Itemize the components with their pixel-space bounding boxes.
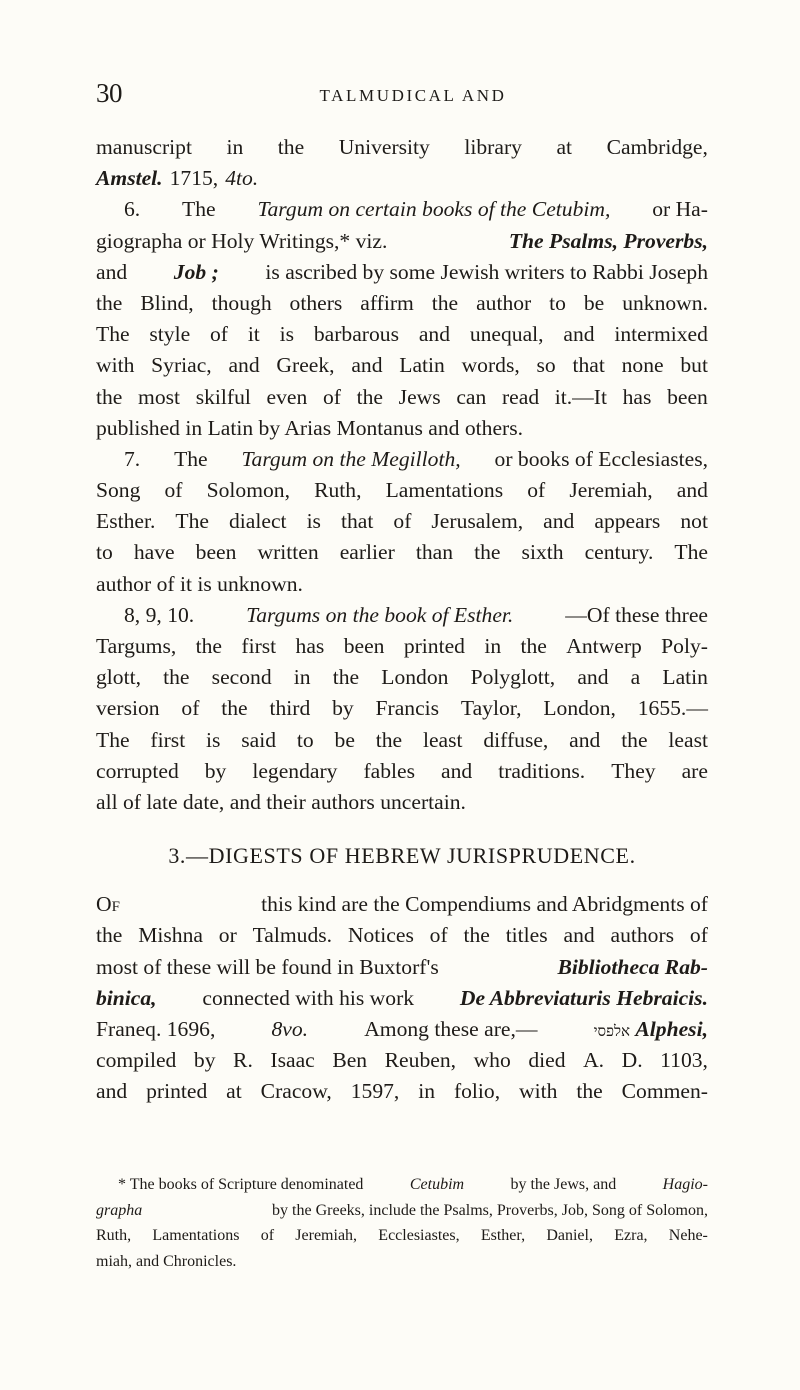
word: or	[218, 923, 237, 948]
word: of	[164, 478, 183, 503]
word: words,	[461, 353, 520, 378]
paragraph-digests	[96, 889, 708, 1107]
word: Greek,	[276, 353, 335, 378]
word: Solomon,	[206, 478, 290, 503]
text-span: Among these are,—	[364, 1016, 538, 1041]
word: and	[577, 665, 609, 690]
page-header	[96, 78, 704, 108]
word: the	[431, 290, 459, 315]
word: earlier	[339, 540, 395, 565]
word: a	[630, 665, 641, 690]
word: least	[422, 727, 463, 752]
word: is	[279, 322, 295, 347]
text-line	[96, 1076, 708, 1107]
italic-term: Cetubim	[409, 1176, 465, 1193]
word: traditions.	[498, 758, 586, 783]
text-line	[96, 787, 708, 818]
word: by	[204, 758, 227, 783]
word: affirm	[360, 290, 414, 315]
footnote-line	[96, 1249, 708, 1275]
text-line	[96, 693, 708, 724]
text-line	[96, 382, 708, 413]
footnote	[96, 1172, 708, 1274]
word: that	[340, 509, 374, 534]
text-span: this kind are the Compendiums and Abridgments of	[261, 892, 708, 917]
word: The	[674, 540, 708, 565]
work-title: binica,	[96, 985, 157, 1010]
word: printed	[403, 634, 465, 658]
text-span: connected with his work	[202, 985, 415, 1010]
word: and	[351, 353, 383, 378]
text-line	[96, 444, 708, 475]
text-span: by the Jews, and	[510, 1176, 617, 1193]
word: Jeremiah,	[569, 478, 653, 503]
item-number: 7.	[124, 446, 141, 471]
text-span: Franeq. 1696,	[96, 1016, 216, 1041]
text-span: all of late date, and their authors uncertain.	[96, 789, 466, 814]
word: Esther.	[96, 509, 156, 534]
word: of	[181, 696, 200, 721]
word: in	[418, 1079, 436, 1104]
word: Latin	[662, 665, 708, 690]
word: are	[681, 758, 708, 783]
word: Reuben,	[384, 1048, 457, 1073]
text-span: giographa or Holy Writings,* viz.	[96, 228, 388, 253]
word: style	[149, 322, 191, 347]
work-title: Alphesi,	[635, 1016, 708, 1041]
word: D.	[621, 1048, 643, 1073]
word: Notices	[347, 923, 414, 948]
word: and	[228, 353, 260, 378]
word: not	[680, 509, 708, 534]
word: 1597,	[350, 1079, 400, 1104]
word: appears	[594, 509, 661, 534]
word: none	[621, 353, 664, 378]
word: Jews	[398, 384, 441, 409]
word: 1103,	[660, 1048, 708, 1073]
word: to	[549, 290, 566, 315]
format: 8vo.	[271, 1016, 309, 1041]
word: by	[193, 1048, 216, 1073]
paragraph-targums-esther	[96, 600, 708, 818]
word: is	[206, 727, 221, 752]
word: Lamentations	[152, 1227, 240, 1244]
text-span: * The books of Scripture denominated	[118, 1176, 364, 1193]
word: can	[456, 384, 487, 409]
text-line	[96, 600, 708, 631]
text-line	[96, 952, 708, 983]
word: A.	[583, 1048, 605, 1073]
word: They	[611, 758, 656, 783]
word: died	[528, 1048, 566, 1073]
word: intermixed	[614, 322, 708, 347]
word: has	[295, 634, 325, 658]
word: Nehe-	[668, 1227, 708, 1244]
word: London	[381, 665, 449, 690]
word: Ecclesiastes,	[378, 1227, 460, 1244]
text-span: by the Greeks, include the Psalms, Proverbs, Job, Song of Solomon,	[272, 1201, 708, 1219]
word: The	[182, 197, 216, 222]
word: said	[241, 727, 277, 752]
word: is	[306, 509, 321, 534]
word: or Ha-	[652, 197, 708, 222]
text-span: miah, and Chronicles.	[96, 1252, 237, 1270]
word: Cambridge,	[606, 135, 708, 159]
word: at	[226, 1079, 242, 1104]
item-number: 6.	[124, 197, 141, 222]
word: second	[211, 665, 272, 690]
word: in	[226, 135, 244, 159]
word: read	[501, 384, 540, 409]
footnote-line	[96, 1198, 708, 1224]
paragraph-continuation	[96, 132, 708, 194]
word: been	[343, 634, 385, 658]
word: The	[175, 509, 209, 534]
word: the	[621, 727, 648, 752]
word: the	[221, 696, 248, 721]
italic-term: Hagio-	[662, 1176, 708, 1193]
word: Francis	[375, 696, 440, 721]
word: Cracow,	[260, 1079, 332, 1104]
work-title: De Abbreviaturis Hebraicis.	[459, 985, 708, 1010]
text-line	[96, 537, 708, 568]
word: of	[527, 478, 546, 503]
word: manuscript	[96, 135, 192, 159]
word: and	[96, 1079, 128, 1104]
word: be	[334, 727, 355, 752]
word: written	[257, 540, 319, 565]
word: corrupted	[96, 758, 179, 783]
text-line	[96, 475, 708, 506]
word: R.	[233, 1048, 253, 1073]
word: and	[96, 259, 128, 284]
work-title: Targums on the book of Esther.	[246, 602, 514, 627]
word: and	[543, 509, 575, 534]
word: Jeremiah,	[295, 1227, 358, 1244]
word: Jerusalem,	[431, 509, 524, 534]
text-line	[96, 889, 708, 920]
word: than	[415, 540, 454, 565]
word: the	[463, 923, 490, 948]
text-span: author of it is unknown.	[96, 571, 303, 596]
word: version	[96, 696, 160, 721]
word: have	[133, 540, 175, 565]
place-name: Amstel.	[96, 166, 163, 191]
word: it.—It	[554, 384, 607, 409]
word: the	[332, 665, 360, 690]
text-line	[96, 163, 708, 194]
paragraph-targum-megilloth	[96, 444, 708, 600]
word: the	[96, 290, 123, 315]
word: the	[356, 384, 384, 409]
word: Poly-	[661, 634, 708, 658]
word: with	[519, 1079, 558, 1104]
footnote-line	[96, 1223, 708, 1249]
word: first	[241, 634, 277, 658]
word: dialect	[228, 509, 287, 534]
word: Ruth,	[314, 478, 362, 503]
word: author	[476, 290, 532, 315]
word: Esther,	[480, 1227, 526, 1244]
word: Daniel,	[546, 1227, 593, 1244]
word: even	[266, 384, 308, 409]
word: folio,	[453, 1079, 501, 1104]
word: that	[572, 353, 605, 378]
word: the	[576, 1079, 603, 1104]
word: printed	[146, 1079, 208, 1104]
word: and	[569, 727, 601, 752]
word: Mishna	[138, 923, 203, 948]
word: of	[260, 1227, 275, 1244]
text-span: most of these will be found in Buxtorf's	[96, 954, 439, 979]
text-line	[96, 983, 708, 1014]
text-line	[96, 132, 708, 163]
word: most	[138, 384, 181, 409]
word: Syriac,	[151, 353, 212, 378]
word: least	[668, 727, 708, 752]
word: compiled	[96, 1048, 177, 1073]
word: of	[429, 923, 448, 948]
text-line	[96, 257, 708, 288]
word: diffuse,	[483, 727, 549, 752]
word: University	[338, 135, 430, 159]
word: and	[563, 923, 595, 948]
word: Commen-	[621, 1079, 708, 1104]
word: the	[474, 540, 501, 565]
word: at	[556, 135, 573, 159]
word: Blind,	[140, 290, 194, 315]
word: been	[195, 540, 237, 565]
word: Ruth,	[96, 1227, 132, 1244]
word: The	[174, 446, 208, 471]
section-heading: 3.—DIGESTS OF HEBREW JURISPRUDENCE.	[168, 843, 636, 869]
word: to	[96, 540, 113, 565]
book-names: The Psalms, Proverbs,	[508, 228, 708, 253]
drop-word: Of	[96, 892, 120, 917]
word: so	[536, 353, 556, 378]
word: The	[96, 727, 130, 752]
word: London,	[543, 696, 616, 721]
word: Taylor,	[460, 696, 522, 721]
word: by	[332, 696, 354, 721]
word: been	[667, 384, 708, 409]
text-line	[96, 1045, 708, 1076]
word: of	[210, 322, 228, 347]
text-line	[96, 631, 708, 662]
word: with	[96, 353, 135, 378]
body-text	[96, 132, 708, 1107]
work-title: Bibliotheca Rab-	[557, 954, 708, 979]
word: of	[689, 923, 708, 948]
word: Latin	[399, 353, 445, 378]
paragraph-targum-cetubim	[96, 194, 708, 444]
word: the	[520, 634, 547, 658]
word: Targums,	[96, 634, 177, 658]
word: though	[211, 290, 272, 315]
word: Talmuds.	[252, 923, 333, 948]
text-line	[96, 756, 708, 787]
word: of	[322, 384, 341, 409]
word: Ben	[332, 1048, 368, 1073]
text-line	[96, 725, 708, 756]
word: in	[484, 634, 502, 658]
word: Antwerp	[566, 634, 642, 658]
year: 1715,	[169, 166, 219, 191]
word: library	[464, 135, 522, 159]
text-line	[96, 506, 708, 537]
word: has	[622, 384, 652, 409]
word: Lamentations	[385, 478, 504, 503]
word: in	[293, 665, 311, 690]
text-line	[96, 319, 708, 350]
hebrew-word: אלפסי	[593, 1023, 630, 1040]
word: skilful	[195, 384, 251, 409]
italic-term: grapha	[96, 1201, 143, 1219]
text-line	[96, 1014, 708, 1045]
text-line	[96, 920, 708, 951]
word: it	[247, 322, 260, 347]
running-head: TALMUDICAL AND	[319, 86, 507, 105]
word: the	[163, 665, 190, 690]
word: legendary	[252, 758, 338, 783]
word: Ezra,	[614, 1227, 648, 1244]
word: Song	[96, 478, 141, 503]
book-name: Job ;	[173, 259, 219, 284]
word: Polyglott,	[470, 665, 556, 690]
word: third	[269, 696, 311, 721]
text-line	[96, 569, 708, 600]
word: the	[375, 727, 403, 752]
word: and	[441, 758, 473, 783]
word: The	[96, 322, 130, 347]
word: unknown.	[622, 290, 708, 315]
word: first	[150, 727, 186, 752]
page-number: 30	[96, 78, 122, 108]
word: glott,	[96, 665, 141, 690]
item-number: 8, 9, 10.	[124, 602, 195, 627]
word: Isaac	[270, 1048, 315, 1073]
format: 4to.	[225, 166, 259, 191]
word: and	[676, 478, 708, 503]
word: the	[96, 384, 123, 409]
work-title: Targum on certain books of the Cetubim,	[257, 197, 611, 222]
word: 1655.—	[637, 696, 708, 721]
word: but	[680, 353, 708, 378]
word: authors	[610, 923, 675, 948]
text-span: —Of these three	[565, 602, 708, 627]
word: others	[289, 290, 343, 315]
word: be	[583, 290, 605, 315]
word: sixth	[521, 540, 564, 565]
word: the	[195, 634, 223, 658]
text-line	[96, 350, 708, 381]
footnote-line	[96, 1172, 708, 1198]
word: of	[393, 509, 412, 534]
text-span: published in Latin by Arias Montanus and others.	[96, 415, 524, 440]
text-span: is ascribed by some Jewish writers to Rabbi Joseph	[265, 259, 708, 284]
word: the	[96, 923, 123, 948]
word: who	[473, 1048, 511, 1073]
word: titles	[505, 923, 548, 948]
word: fables	[363, 758, 416, 783]
word: to	[296, 727, 314, 752]
text-line	[96, 226, 708, 257]
word: barbarous	[313, 322, 399, 347]
word: century.	[584, 540, 654, 565]
text-line	[96, 413, 708, 444]
word: and	[563, 322, 595, 347]
word: the	[277, 135, 305, 159]
text-line	[96, 288, 708, 319]
word: unequal,	[469, 322, 544, 347]
work-title: Targum on the Megilloth,	[241, 446, 461, 471]
text-span: or books of Ecclesiastes,	[494, 446, 708, 471]
text-line	[96, 662, 708, 693]
word: and	[418, 322, 450, 347]
text-line	[96, 194, 708, 225]
